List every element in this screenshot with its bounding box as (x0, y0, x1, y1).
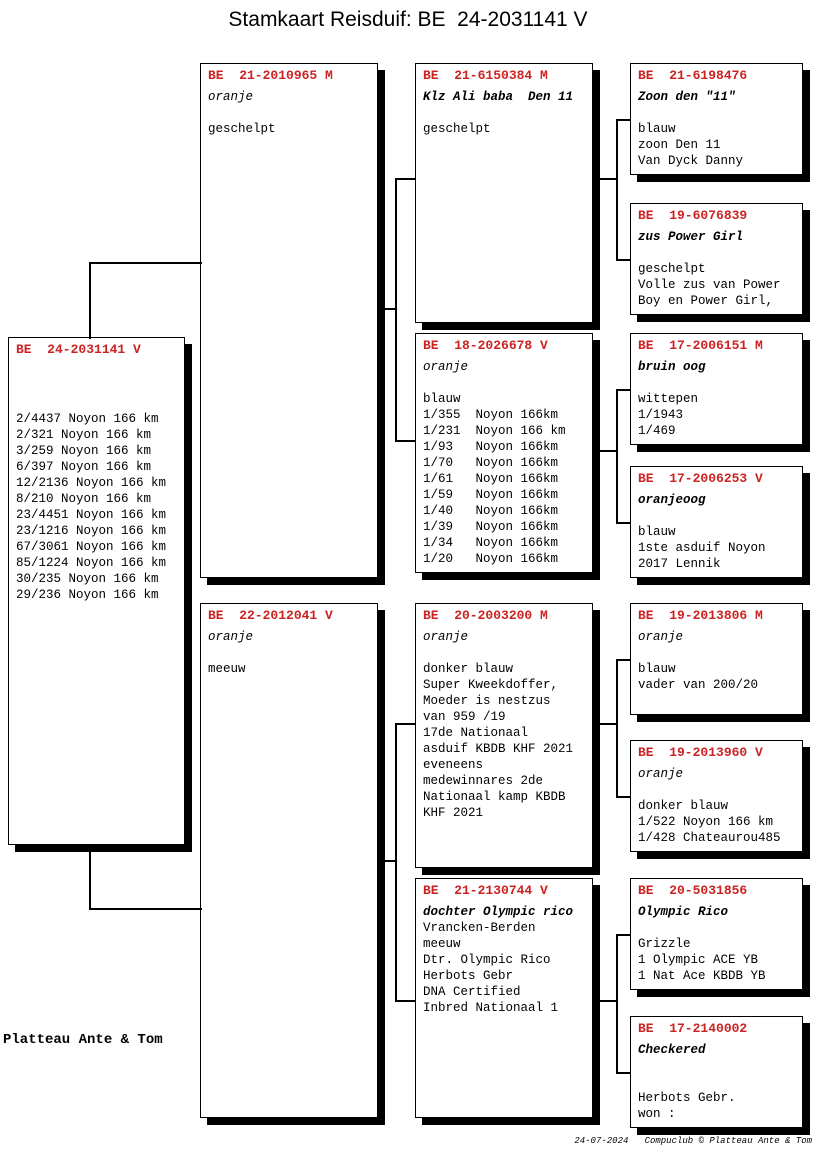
pedigree-box-ggp-2 (630, 203, 803, 315)
box-body (638, 508, 795, 572)
box-body-line: Inbred Nationaal 1 (423, 1001, 559, 1015)
box-body-line: vader van 200/20 (638, 678, 759, 692)
box-body-line: blauw (638, 122, 676, 136)
bird-name: oranje (423, 630, 469, 644)
pedigree-box-ggp-3 (630, 333, 803, 445)
box-body-line: 1/34 Noyon 166km (423, 536, 559, 550)
box-body-line: 1/39 Noyon 166km (423, 520, 559, 534)
bird-name: bruin oog (638, 360, 706, 374)
box-body-line: wittepen (638, 392, 699, 406)
box-body-line: DNA Certified (423, 985, 521, 999)
connector-line (616, 119, 618, 260)
connector-line (395, 178, 416, 180)
connector-line (89, 262, 202, 264)
box-body-line: eveneens (423, 758, 484, 772)
box-body-line: Moeder is nestzus (423, 694, 551, 708)
pedigree-box-grandfather-paternal (415, 63, 593, 323)
bird-name: Klz Ali baba Den 11 (423, 90, 574, 104)
box-body-line: blauw (638, 525, 676, 539)
ring-number: BE 17-2006253 V (638, 471, 763, 486)
box-body-line: 1/231 Noyon 166 km (423, 424, 566, 438)
box-body-line: asduif KBDB KHF 2021 (423, 742, 574, 756)
connector-line (395, 440, 416, 442)
pedigree-box-ggp-1 (630, 63, 803, 175)
box-body-line (638, 375, 795, 391)
box-body-line: Nationaal kamp KBDB (423, 790, 566, 804)
box-body (423, 920, 585, 1016)
box-body-line: 8/210 Noyon 166 km (16, 492, 152, 506)
connector-line (593, 178, 617, 180)
bird-name: oranje (638, 767, 684, 781)
box-body-line (208, 105, 370, 121)
box-body-line (423, 645, 585, 661)
box-body-line: 1/59 Noyon 166km (423, 488, 559, 502)
connector-line (593, 450, 617, 452)
connector-line (616, 934, 618, 1073)
pedigree-box-father (200, 63, 378, 578)
bird-name: oranje (208, 90, 254, 104)
box-body-line: 1 Olympic ACE YB (638, 953, 759, 967)
connector-line (395, 178, 397, 441)
box-body-line (423, 105, 585, 121)
box-body (638, 245, 795, 309)
box-body-line (638, 245, 795, 261)
connector-line (616, 389, 631, 391)
pedigree-box-grandfather-maternal (415, 603, 593, 868)
pedigree-box-ggp-4 (630, 466, 803, 578)
box-body (16, 379, 177, 603)
connector-line (395, 723, 416, 725)
connector-line (89, 262, 91, 339)
box-body-line: blauw (638, 662, 676, 676)
pedigree-box-subject (8, 337, 185, 845)
bird-name: zus Power Girl (638, 230, 744, 244)
box-body-line: Volle zus van Power (638, 278, 781, 292)
bird-name: dochter Olympic rico (423, 905, 574, 919)
box-body-line: geschelpt (208, 122, 276, 136)
box-body-line: 6/397 Noyon 166 km (16, 460, 152, 474)
connector-line (593, 723, 617, 725)
box-body-line: donker blauw (638, 799, 729, 813)
box-body-line (208, 645, 370, 661)
box-body-line (638, 1058, 795, 1074)
box-body-line: 2017 Lennik (638, 557, 721, 571)
box-body-line: 1/93 Noyon 166km (423, 440, 559, 454)
box-body-line (16, 395, 177, 411)
box-body (423, 105, 585, 137)
box-body (638, 375, 795, 439)
box-body-line (16, 379, 177, 395)
box-body-line: 23/1216 Noyon 166 km (16, 524, 167, 538)
box-body-line: Boy en Power Girl, (638, 294, 774, 308)
box-body-line: Herbots Gebr (423, 969, 514, 983)
box-body-line (638, 508, 795, 524)
box-body-line: 1/469 (638, 424, 676, 438)
connector-line (616, 522, 631, 524)
box-body-line: 17de Nationaal (423, 726, 529, 740)
connector-line (616, 1072, 631, 1074)
box-body-line: 1ste asduif Noyon (638, 541, 766, 555)
box-body-line: geschelpt (423, 122, 491, 136)
ring-number: BE 18-2026678 V (423, 338, 548, 353)
connector-line (593, 1000, 617, 1002)
bird-name: oranje (423, 360, 469, 374)
pedigree-box-ggp-7 (630, 878, 803, 990)
box-body-line: 85/1224 Noyon 166 km (16, 556, 167, 570)
ring-number: BE 19-6076839 (638, 208, 748, 223)
bird-name: oranje (638, 630, 684, 644)
bird-name: oranjeoog (638, 493, 706, 507)
bird-name: Checkered (638, 1043, 706, 1057)
connector-line (395, 1000, 416, 1002)
box-body-line: medewinnares 2de (423, 774, 544, 788)
box-body-line: meeuw (423, 937, 461, 951)
connector-line (378, 860, 396, 862)
ring-number: BE 22-2012041 V (208, 608, 333, 623)
ring-number: BE 24-2031141 V (16, 342, 141, 357)
box-body-line: Van Dyck Danny (638, 154, 744, 168)
box-body-line: KHF 2021 (423, 806, 484, 820)
box-body-line: 30/235 Noyon 166 km (16, 572, 159, 586)
box-body-line: 1/61 Noyon 166km (423, 472, 559, 486)
box-body (423, 645, 585, 821)
bird-name: Olympic Rico (638, 905, 729, 919)
box-body-line: 3/259 Noyon 166 km (16, 444, 152, 458)
connector-line (616, 389, 618, 523)
box-body-line: 1/355 Noyon 166km (423, 408, 559, 422)
box-body-line: Herbots Gebr. (638, 1091, 736, 1105)
ring-number: BE 20-5031856 (638, 883, 748, 898)
ring-number: BE 21-6150384 M (423, 68, 548, 83)
box-body (638, 1058, 795, 1122)
box-body-line: geschelpt (638, 262, 706, 276)
box-body-line: 1/428 Chateaurou485 (638, 831, 781, 845)
box-body-line: won : (638, 1107, 676, 1121)
connector-line (616, 659, 618, 797)
box-body (638, 645, 795, 693)
pedigree-box-ggp-6 (630, 740, 803, 852)
bird-name: oranje (208, 630, 254, 644)
box-body (423, 375, 585, 567)
box-body-line: 1/20 Noyon 166km (423, 552, 559, 566)
box-body-line: meeuw (208, 662, 246, 676)
ring-number: BE 19-2013960 V (638, 745, 763, 760)
pedigree-box-ggp-8 (630, 1016, 803, 1128)
connector-line (616, 659, 631, 661)
box-body-line: 23/4451 Noyon 166 km (16, 508, 167, 522)
box-body-line: donker blauw (423, 662, 514, 676)
box-body-line: Grizzle (638, 937, 691, 951)
box-body-line (638, 645, 795, 661)
pedigree-box-grandmother-maternal (415, 878, 593, 1118)
connector-line (616, 259, 631, 261)
connector-line (616, 934, 631, 936)
ring-number: BE 21-6198476 (638, 68, 748, 83)
connector-line (616, 119, 631, 121)
box-body-line: Super Kweekdoffer, (423, 678, 559, 692)
box-body-line: 12/2136 Noyon 166 km (16, 476, 167, 490)
box-body-line (638, 105, 795, 121)
box-body-line (638, 1074, 795, 1090)
pedigree-box-grandmother-paternal (415, 333, 593, 573)
breeder-name: Platteau Ante & Tom (3, 1032, 163, 1048)
box-body (638, 782, 795, 846)
pedigree-box-ggp-5 (630, 603, 803, 715)
connector-line (616, 796, 631, 798)
box-body-line: Vrancken-Berden (423, 921, 536, 935)
ring-number: BE 21-2130744 V (423, 883, 548, 898)
connector-line (89, 845, 91, 909)
box-body-line: 1/522 Noyon 166 km (638, 815, 774, 829)
box-body-line: zoon Den 11 (638, 138, 721, 152)
box-body-line: 67/3061 Noyon 166 km (16, 540, 167, 554)
box-body (638, 105, 795, 169)
box-body-line (638, 782, 795, 798)
box-body-line: 2/4437 Noyon 166 km (16, 412, 159, 426)
ring-number: BE 17-2140002 (638, 1021, 748, 1036)
bird-name: Zoon den "11" (638, 90, 736, 104)
connector-line (395, 723, 397, 1001)
box-body (638, 920, 795, 984)
box-body-line: 2/321 Noyon 166 km (16, 428, 152, 442)
box-body-line: 1 Nat Ace KBDB YB (638, 969, 766, 983)
box-body-line (638, 920, 795, 936)
box-body-line: 29/236 Noyon 166 km (16, 588, 159, 602)
ring-number: BE 20-2003200 M (423, 608, 548, 623)
connector-line (89, 908, 202, 910)
ring-number: BE 17-2006151 M (638, 338, 763, 353)
bird-name (16, 363, 177, 379)
box-body-line: 1/40 Noyon 166km (423, 504, 559, 518)
box-body (208, 645, 370, 677)
ring-number: BE 21-2010965 M (208, 68, 333, 83)
box-body-line: van 959 /19 (423, 710, 506, 724)
box-body (208, 105, 370, 137)
box-body-line: 1/70 Noyon 166km (423, 456, 559, 470)
footer-credit: 24-07-2024 Compuclub © Platteau Ante & Tom (574, 1136, 812, 1146)
connector-line (378, 308, 396, 310)
box-body-line: Dtr. Olympic Rico (423, 953, 551, 967)
box-body-line (423, 375, 585, 391)
page-title: Stamkaart Reisduif: BE 24-2031141 V (228, 8, 588, 31)
box-body-line: 1/1943 (638, 408, 684, 422)
box-body-line: blauw (423, 392, 461, 406)
pedigree-box-mother (200, 603, 378, 1118)
ring-number: BE 19-2013806 M (638, 608, 763, 623)
